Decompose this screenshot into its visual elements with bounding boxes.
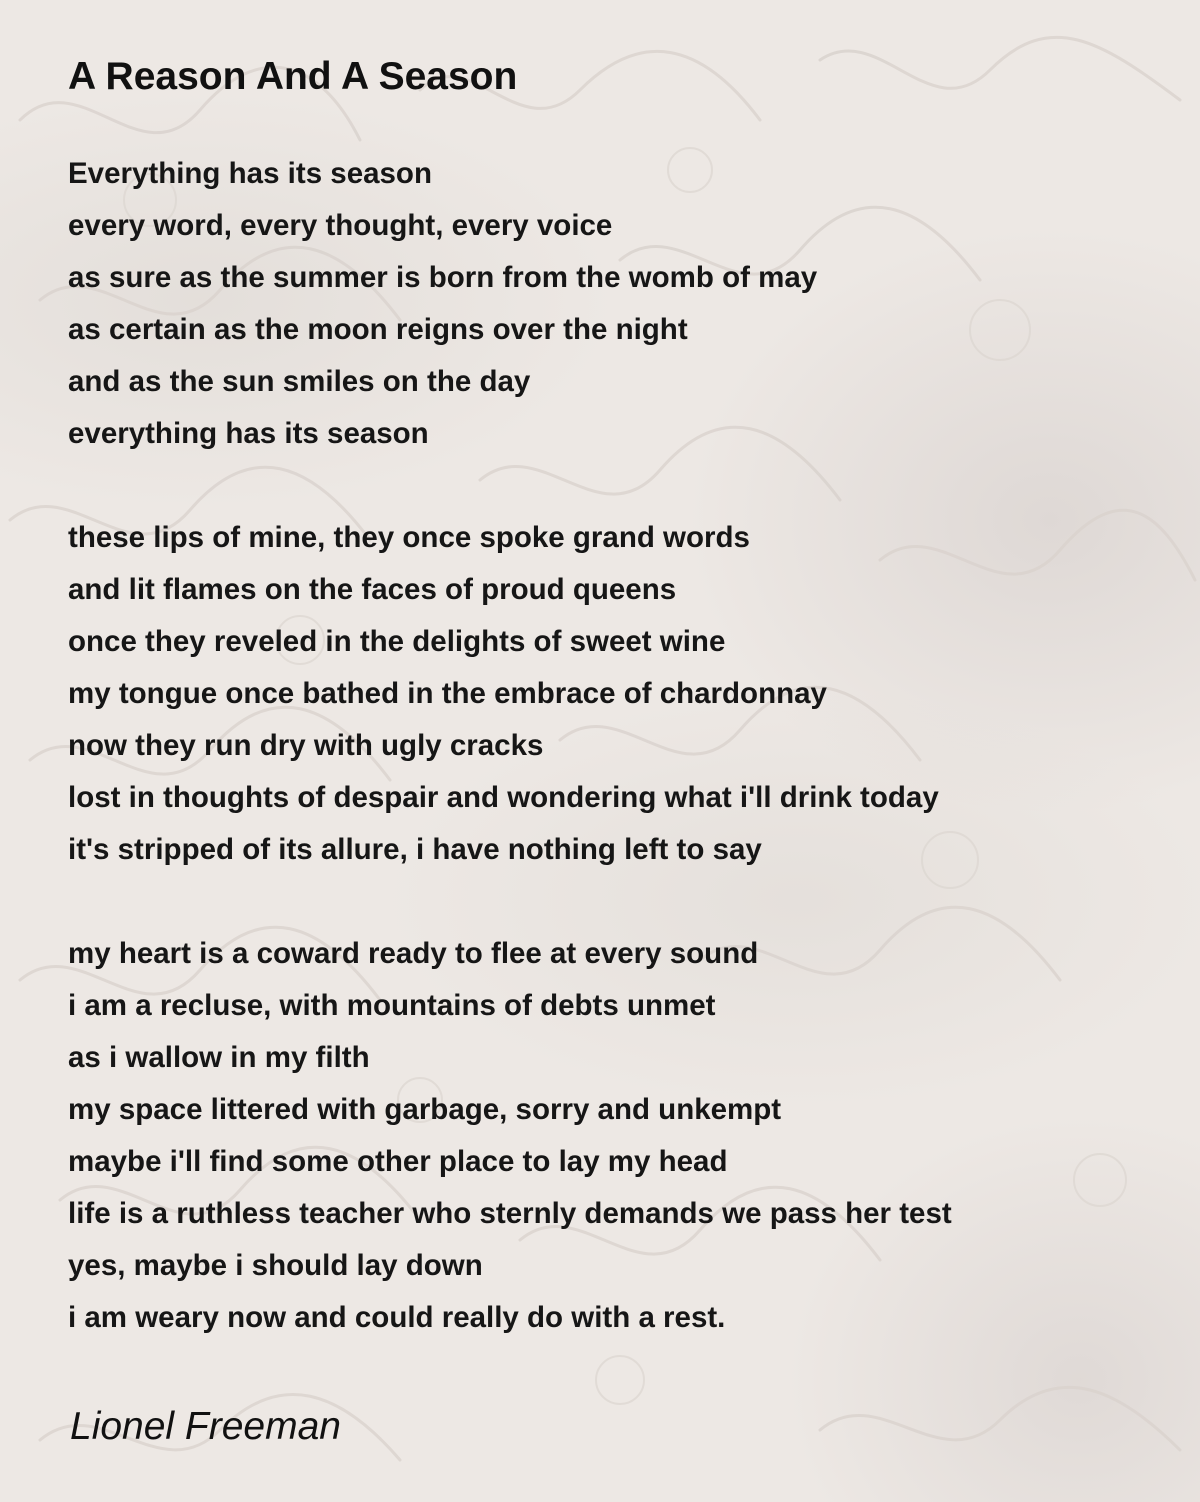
poem-line: i am a recluse, with mountains of debts unmet bbox=[68, 989, 716, 1022]
poem-line: it's stripped of its allure, i have nothing left to say bbox=[68, 833, 762, 866]
stanza-1 bbox=[68, 148, 1168, 460]
poem-title: A Reason And A Season bbox=[68, 55, 518, 98]
poem-line: Everything has its season bbox=[68, 157, 432, 190]
poem-line: maybe i'll find some other place to lay my head bbox=[68, 1145, 728, 1178]
poem-line: everything has its season bbox=[68, 417, 429, 450]
poem-line: my heart is a coward ready to flee at every sound bbox=[68, 937, 759, 970]
stanza-2 bbox=[68, 512, 1168, 876]
poem-line: lost in thoughts of despair and wondering what i'll drink today bbox=[68, 781, 939, 814]
poem-line: once they reveled in the delights of sweet wine bbox=[68, 625, 726, 658]
author-name: Lionel Freeman bbox=[70, 1405, 341, 1448]
poem-line: and lit flames on the faces of proud queens bbox=[68, 573, 677, 606]
poem-line: these lips of mine, they once spoke grand words bbox=[68, 521, 750, 554]
poem-line: i am weary now and could really do with a rest. bbox=[68, 1301, 726, 1334]
poem-line: now they run dry with ugly cracks bbox=[68, 729, 544, 762]
poem-line: every word, every thought, every voice bbox=[68, 209, 613, 242]
poem-body bbox=[68, 148, 1168, 1396]
poem-line: as i wallow in my filth bbox=[68, 1041, 370, 1074]
poem-line: and as the sun smiles on the day bbox=[68, 365, 531, 398]
poem-line: my tongue once bathed in the embrace of chardonnay bbox=[68, 677, 827, 710]
stanza-3 bbox=[68, 928, 1168, 1344]
poem-line: life is a ruthless teacher who sternly demands we pass her test bbox=[68, 1197, 952, 1230]
poem-line: yes, maybe i should lay down bbox=[68, 1249, 483, 1282]
poem-line: my space littered with garbage, sorry and unkempt bbox=[68, 1093, 782, 1126]
poem-line: as certain as the moon reigns over the night bbox=[68, 313, 688, 346]
poem-line: as sure as the summer is born from the womb of may bbox=[68, 261, 818, 294]
